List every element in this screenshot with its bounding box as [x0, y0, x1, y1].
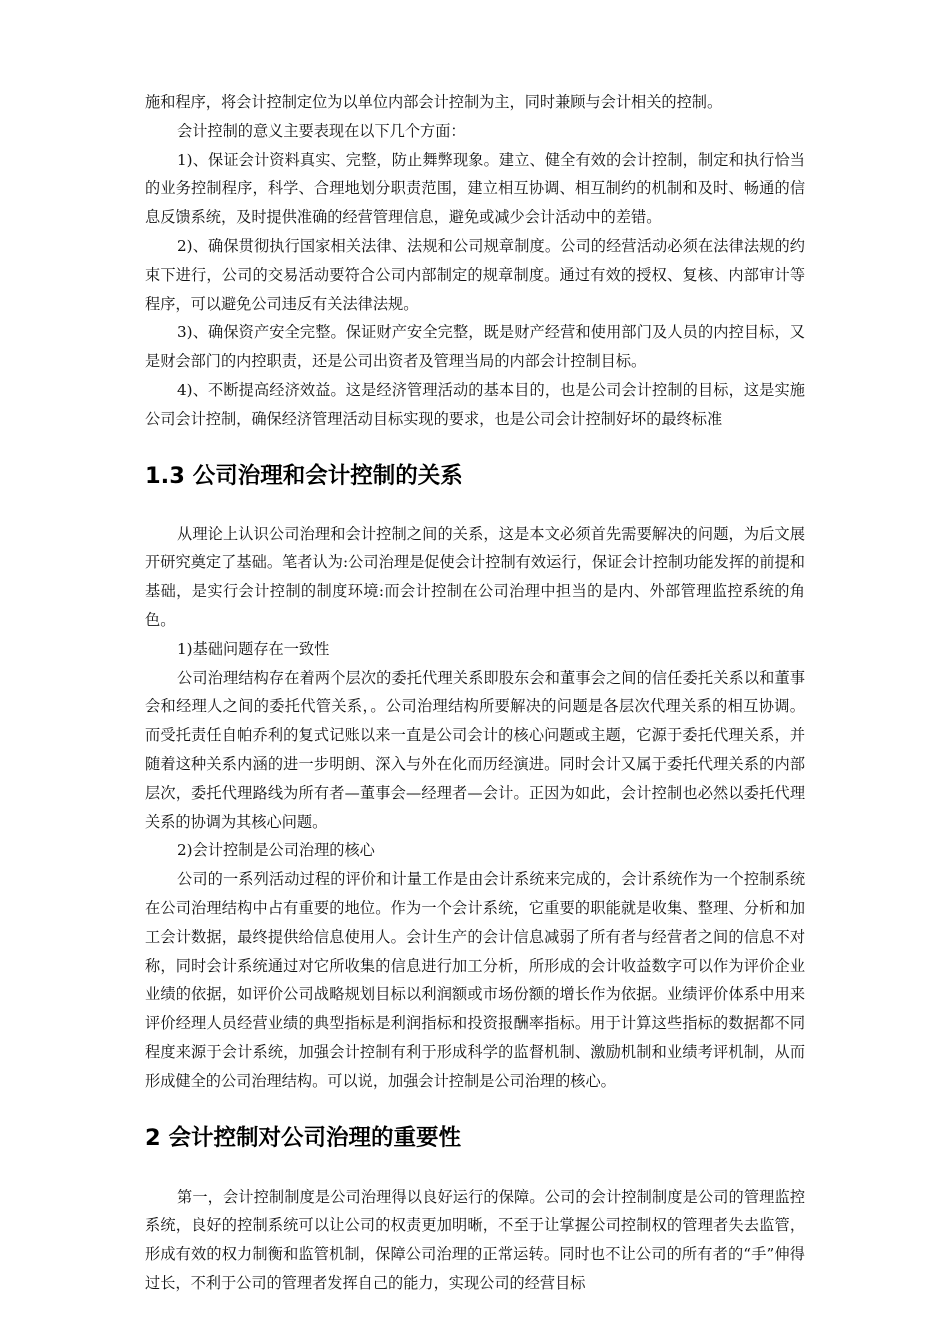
paragraph-accounting-system: 公司的一系列活动过程的评价和计量工作是由会计系统来完成的，会计系统作为一个控制系统在公司治理结构中占有重要的地位。作为一个会计系统，它重要的职能就是收集、整理、分析和加工会计数据，最终提供给信息使用人。会计生产的会计信息减弱了所有者与经营者之间的信息不对称，同时会计系统通过对它所收集的信息进行加工分析，所形成的会计收益数字可以作为评价企业业绩的依据，如评价公司战略规划目标以利润额或市场份额的增长作为依据。业绩评价体系中用来评价经理人员经营业绩的典型指标是利润指标和投资报酬率指标。用于计算这些指标的数据都不同程度来源于会计系统，加强会计控制有利于形成科学的监督机制、激励机制和业绩考评机制，从而形成健全的公司治理结构。可以说，加强会计控制是公司治理的核心。 [145, 870, 805, 1090]
section-heading-1-3: 1.3 公司治理和会计控制的关系 [145, 462, 463, 489]
subheading-consistency: 1)基础问题存在一致性 [177, 639, 330, 658]
paragraph-point-2: 2)、确保贯彻执行国家相关法律、法规和公司规章制度。公司的经营活动必须在法律法规的约束下进行，公司的交易活动要符合公司内部制定的规章制度。通过有效的授权、复核、内部审计等程序，可以避免公司违反有关法律法规。 [145, 236, 805, 313]
document-body [145, 88, 805, 1298]
paragraph-importance-first: 第一，会计控制制度是公司治理得以良好运行的保障。公司的会计控制制度是公司的管理监控系统，良好的控制系统可以让公司的权责更加明晰，不至于让掌握公司控制权的管理者失去监管，形成有效的权力制衡和监管机制，保障公司治理的正常运转。同时也不让公司的所有者的“手”伸得过长，不利于公司的管理者发挥自己的能力，实现公司的经营目标 [145, 1187, 805, 1292]
paragraph-point-1: 1)、保证会计资料真实、完整，防止舞弊现象。建立、健全有效的会计控制，制定和执行恰当的业务控制程序，科学、合理地划分职责范围，建立相互协调、相互制约的机制和及时、畅通的信息反馈系统，及时提供准确的经营管理信息，避免或减少会计活动中的差错。 [145, 150, 805, 227]
paragraph-principal-agent: 公司治理结构存在着两个层次的委托代理关系即股东会和董事会之间的信任委托关系以和董事会和经理人之间的委托代管关系，。公司治理结构所要解决的问题是各层次代理关系的相互协调。而受托责任自帕乔利的复式记账以来一直是公司会计的核心问题或主题，它源于委托代理关系，并随着这种关系内涵的进一步明朗、深入与外在化而历经演进。同时会计又属于委托代理关系的内部层次，委托代理路线为所有者—董事会—经理者—会计。正因为如此，会计控制也必然以委托代理关系的协调为其核心问题。 [145, 668, 805, 831]
paragraph-relation-overview: 从理论上认识公司治理和会计控制之间的关系，这是本文必须首先需要解决的问题，为后文展开研究奠定了基础。笔者认为:公司治理是促使会计控制有效运行，保证会计控制功能发挥的前提和基础，是实行会计控制的制度环境:而会计控制在公司治理中担当的是内、外部管理监控系统的角色。 [145, 524, 805, 629]
paragraph-point-3: 3)、确保资产安全完整。保证财产安全完整，既是财产经营和使用部门及人员的内控目标，又是财会部门的内控职责，还是公司出资者及管理当局的内部会计控制目标。 [145, 323, 805, 371]
section-heading-2: 2 会计控制对公司治理的重要性 [145, 1124, 461, 1151]
paragraph-significance-intro: 会计控制的意义主要表现在以下几个方面： [177, 121, 466, 140]
paragraph-intro-continuation: 施和程序，将会计控制定位为以单位内部会计控制为主，同时兼顾与会计相关的控制。 [145, 93, 723, 111]
subheading-core: 2)会计控制是公司治理的核心 [177, 841, 375, 860]
paragraph-point-4: 4)、不断提高经济效益。这是经济管理活动的基本目的，也是公司会计控制的目标，这是实施公司会计控制，确保经济管理活动目标实现的要求，也是公司会计控制好坏的最终标准 [145, 380, 805, 428]
